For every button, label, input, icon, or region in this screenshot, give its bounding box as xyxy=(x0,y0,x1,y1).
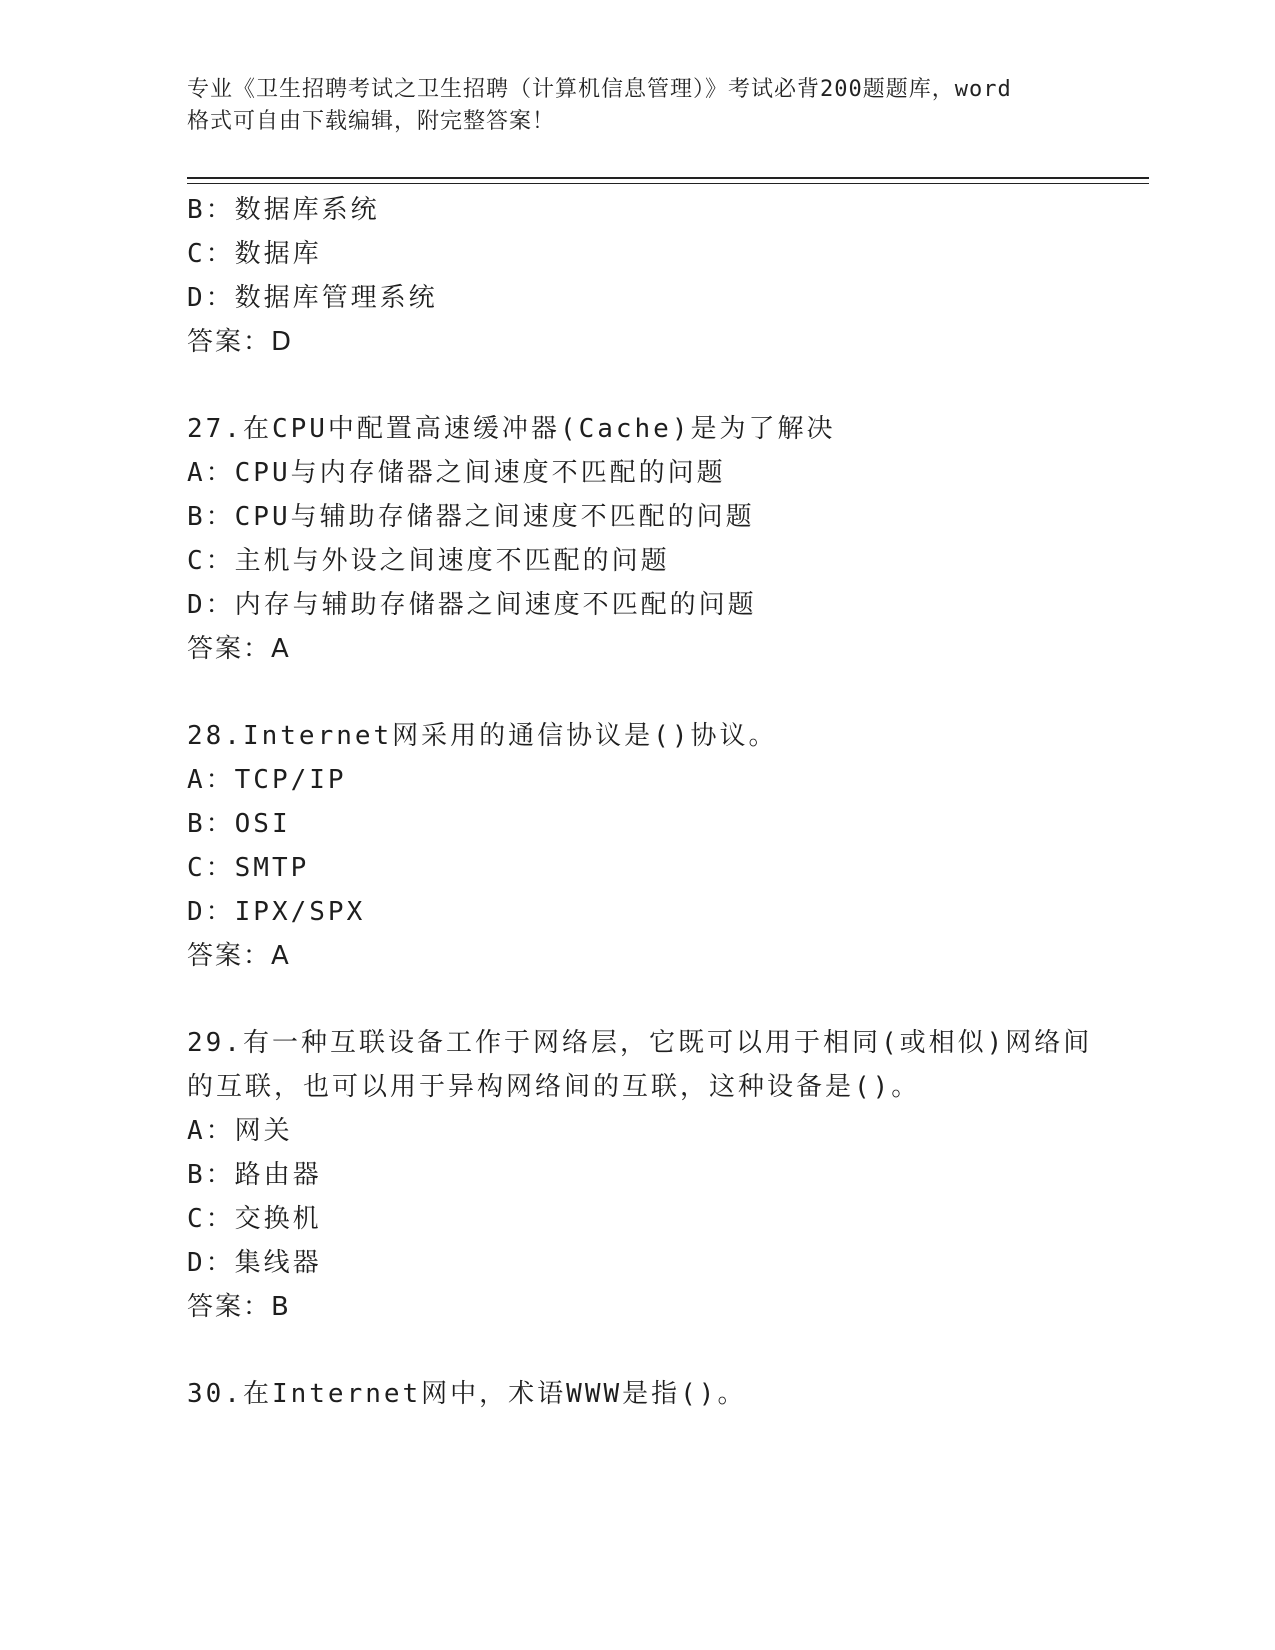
q28-option-c: C：SMTP xyxy=(187,853,310,883)
q27-option-a: A：CPU与内存储器之间速度不匹配的问题 xyxy=(187,458,726,488)
q28-answer: 答案：A xyxy=(187,941,291,971)
q29-question-line-1: 29.有一种互联设备工作于网络层，它既可以用于相同(或相似)网络间 xyxy=(187,1028,1093,1058)
document-header xyxy=(187,74,1087,138)
q28-option-d: D：IPX/SPX xyxy=(187,897,366,927)
header-divider-thin xyxy=(187,183,1149,184)
q29-option-a: A：网关 xyxy=(187,1116,293,1146)
q28-option-a: A：TCP/IP xyxy=(187,765,347,795)
header-line-1: 专业《卫生招聘考试之卫生招聘（计算机信息管理）》考试必背200题题库，word xyxy=(187,77,1012,102)
q29-question-line-2: 的互联，也可以用于异构网络间的互联，这种设备是()。 xyxy=(187,1072,921,1102)
q28-option-b: B：OSI xyxy=(187,809,291,839)
header-line-2: 格式可自由下载编辑，附完整答案！ xyxy=(187,109,556,134)
q27-option-b: B：CPU与辅助存储器之间速度不匹配的问题 xyxy=(187,502,755,532)
q26-option-d: D：数据库管理系统 xyxy=(187,283,438,313)
q26-option-c: C：数据库 xyxy=(187,239,322,269)
q29-option-d: D：集线器 xyxy=(187,1248,322,1278)
q29-option-b: B：路由器 xyxy=(187,1160,322,1190)
q26-option-b: B：数据库系统 xyxy=(187,195,380,225)
q27-option-d: D：内存与辅助存储器之间速度不匹配的问题 xyxy=(187,590,757,620)
q26-answer: 答案：D xyxy=(187,327,294,357)
header-divider-thick xyxy=(187,177,1149,179)
q27-option-c: C：主机与外设之间速度不匹配的问题 xyxy=(187,546,670,576)
q28-question: 28.Internet网采用的通信协议是()协议。 xyxy=(187,721,778,751)
q30-question: 30.在Internet网中，术语WWW是指()。 xyxy=(187,1379,747,1409)
q29-option-c: C：交换机 xyxy=(187,1204,322,1234)
q29-answer: 答案：B xyxy=(187,1292,291,1322)
q27-answer: 答案：A xyxy=(187,634,291,664)
q27-question: 27.在CPU中配置高速缓冲器(Cache)是为了解决 xyxy=(187,414,836,444)
